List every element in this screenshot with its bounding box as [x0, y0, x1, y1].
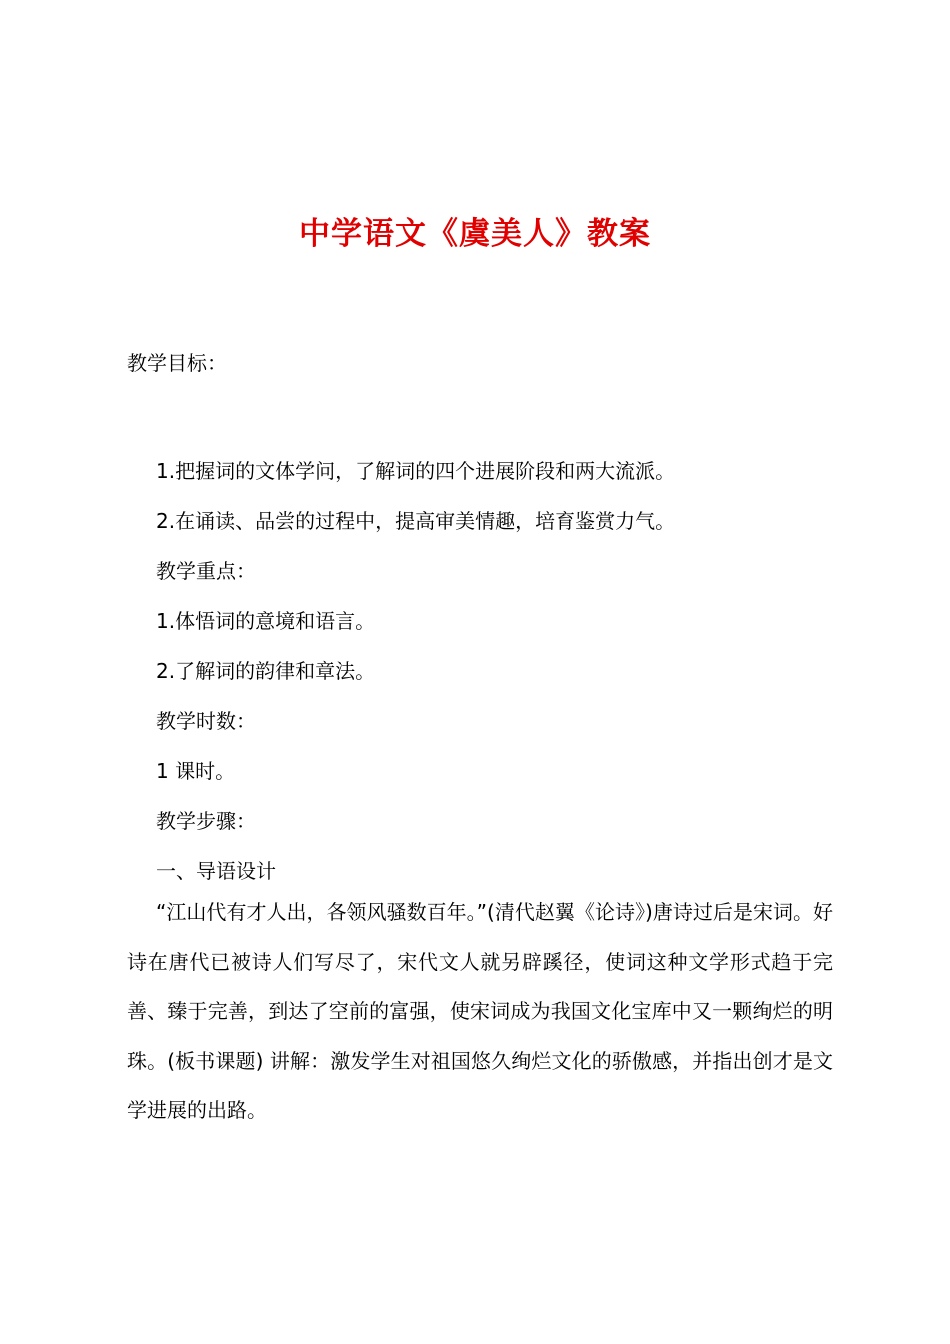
intro-paragraph: “江山代有才人出，各领风骚数百年。”(清代赵翼《论诗》)唐诗过后是宋词。好诗在唐代已被诗人们写尽了，宋代文人就另辟蹊径，使词这种文学形式趋于完善、臻于完善，到达了空前的富强，使宋词成为我国文化宝库中又一颗绚烂的明珠。(板书课题) 讲解：激发学生对祖国悠久绚烂文化的骄傲感，并指出创才是文学进展的出路。: [127, 900, 833, 1123]
content-lines: [127, 446, 833, 896]
class-hours-heading: 教学时数：: [156, 709, 256, 733]
key-point-1: 1.体悟词的意境和语言。: [156, 609, 376, 633]
key-points-heading: 教学重点：: [156, 559, 256, 583]
steps-heading: 教学步骤：: [156, 809, 256, 833]
step-1-heading: 一、导语设计: [156, 859, 276, 883]
document-title: 中学语文《虞美人》教案: [299, 216, 651, 252]
objectives-heading: 教学目标：: [127, 351, 227, 375]
objective-2: 2.在诵读、品尝的过程中，提高审美情趣，培育鉴赏力气。: [156, 509, 676, 533]
class-hours-value: 1 课时。: [156, 759, 236, 783]
key-point-2: 2.了解词的韵律和章法。: [156, 659, 376, 683]
objective-1: 1.把握词的文体学问，了解词的四个进展阶段和两大流派。: [156, 459, 676, 483]
